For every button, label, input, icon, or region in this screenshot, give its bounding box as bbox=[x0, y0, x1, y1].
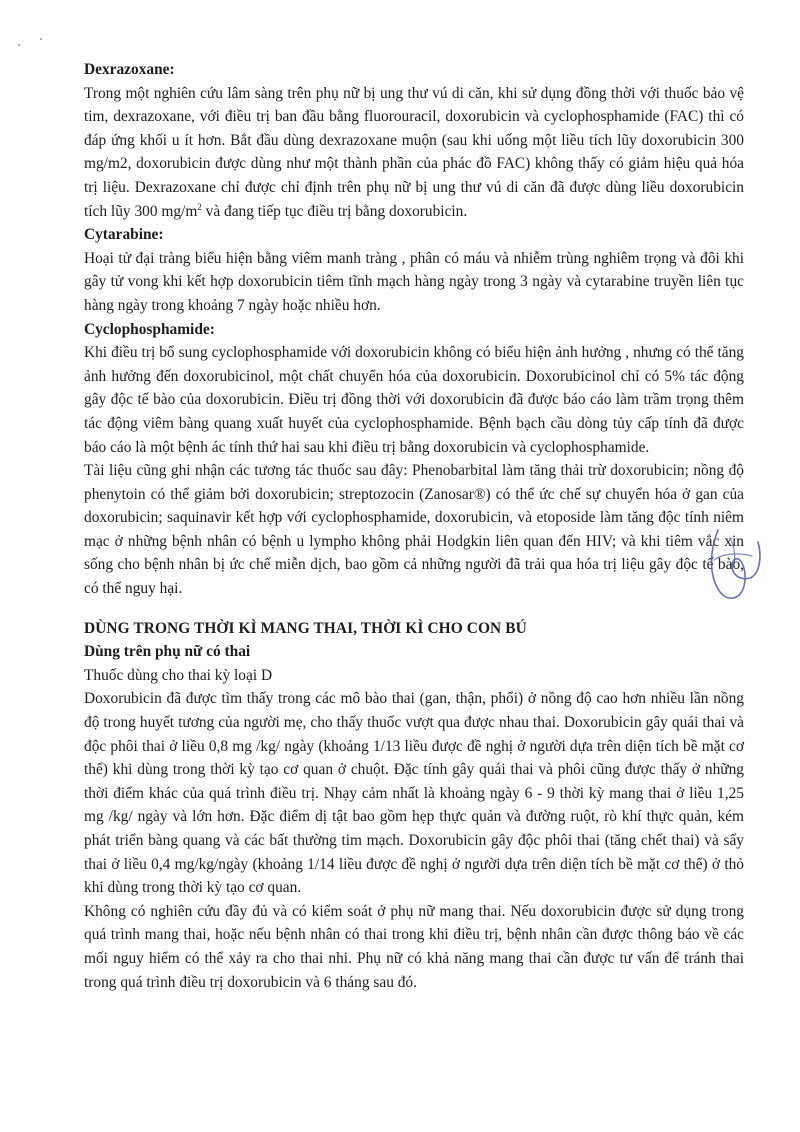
cytarabine-heading: Cytarabine: bbox=[84, 226, 164, 244]
dexrazoxane-text-main: Trong một nghiên cứu lâm sàng trên phụ nữ bị ung thư vú di căn, khi sử dụng đồng thời với thuốc bảo vệ tim, dexrazoxane, với điều trị ban đầu bằng fluorouracil, doxorubicin và cyclophosphamide (FAC) thì có đáp ứng khối u ít hơn. Bắt đầu dùng dexrazoxane muộn (sau khi uống một liều tích lũy doxorubicin 300 mg/m2, doxorubicin được dùng như một thành phần của phác đồ FAC) không thấy có giảm hiệu quả hóa trị liệu. Dexrazoxane chỉ được chỉ định trên phụ nữ bị ung thư vú di căn đã được dùng liều doxorubicin tích lũy 300 mg/m bbox=[84, 84, 744, 220]
pregnancy-paragraph-2: Không có nghiên cứu đầy đủ và có kiểm soát ở phụ nữ mang thai. Nếu doxorubicin được sử dụng trong quá trình mang thai, hoặc nếu bệnh nhân có thai trong khi điều trị, bệnh nhân cần được thông báo về các mối nguy hiểm có thể xảy ra cho thai nhi. Phụ nữ có khả năng mang thai cần được tư vấn để tránh thai trong quá trình điều trị doxorubicin và 6 tháng sau đó. bbox=[84, 902, 744, 991]
document-page bbox=[84, 58, 744, 994]
cytarabine-paragraph: Hoại tử đại tràng biểu hiện bằng viêm manh tràng , phân có máu và nhiễm trùng nghiêm trọng và đôi khi gây tử vong khi kết hợp doxorubicin tiêm tĩnh mạch hàng ngày trong 3 ngày và cytarabine truyền liên tục hàng ngày trong khoảng 7 ngày hoặc nhiều hơn. bbox=[84, 249, 744, 314]
pregnancy-section-title: DÙNG TRONG THỜI KÌ MANG THAI, THỜI KÌ CHO CON BÚ bbox=[84, 619, 527, 637]
scan-speck bbox=[18, 44, 20, 46]
pregnancy-paragraph-1: Doxorubicin đã được tìm thấy trong các mô bào thai (gan, thận, phổi) ở nồng độ cao hơn nhiều lần nồng độ trong huyết tương của người mẹ, cho thấy thuốc vượt qua được nhau thai. Doxorubicin gây quái thai và độc phôi thai ở liều 0,8 mg /kg/ ngày (khoảng 1/13 liều được đề nghị ở người dựa trên diện tích bề mặt cơ thể) khi dùng trong thời kỳ tạo cơ quan ở chuột. Đặc tính gây quái thai và phôi cũng được thấy ở những thời điểm khác của quá trình điều trị. Nhạy cảm nhất là khoảng ngày 6 - 9 thời kỳ mang thai ở liều 1,25 mg /kg/ ngày và lớn hơn. Đặc điểm dị tật bao gồm hẹp thực quản và đường ruột, rò khí thực quản, kém phát triển bàng quang và các bất thường tim mạch. Doxorubicin gây độc phôi thai (tăng chết thai) và sẩy thai ở liều 0,4 mg/kg/ngày (khoảng 1/14 liều được đề nghị ở người dựa trên diện tích bề mặt cơ thể) ở thỏ khi dùng trong thời kỳ tạo cơ quan. bbox=[84, 690, 744, 897]
scan-speck bbox=[40, 38, 42, 40]
pregnancy-category: Thuốc dùng cho thai kỳ loại D bbox=[84, 666, 273, 684]
dexrazoxane-paragraph bbox=[84, 82, 744, 224]
pregnancy-subtitle: Dùng trên phụ nữ có thai bbox=[84, 643, 251, 661]
superscript-2: 2 bbox=[197, 201, 202, 212]
drug-interactions-paragraph: Tài liệu cũng ghi nhận các tương tác thuốc sau đây: Phenobarbital làm tăng thải trừ doxorubicin; nồng độ phenytoin có thể giảm bởi doxorubicin; streptozocin (Zanosar®) có thể ức chế sự chuyển hóa ở gan của doxorubicin; saquinavir kết hợp với cyclophosphamide, doxorubicin, và etoposide làm tăng độc tính niêm mạc ở những bệnh nhân có bệnh u lympho không phải Hodgkin liên quan đến HIV; và khi tiêm vắc xin sống cho bệnh nhân bị ức chế miễn dịch, bao gồm cả những người đã trải qua hóa trị liệu gây độc tế bào, có thể nguy hại. bbox=[84, 462, 744, 598]
dexrazoxane-heading: Dexrazoxane: bbox=[84, 61, 175, 78]
cyclophosphamide-paragraph: Khi điều trị bổ sung cyclophosphamide với doxorubicin không có biểu hiện ảnh hưởng , nhưng có thể tăng ảnh hưởng đến doxorubicinol, một chất chuyển hóa của doxorubicin. Doxorubicinol chỉ có 5% tác động gây độc tế bào của doxorubicin. Điều trị đồng thời với doxorubicin đã được báo cáo làm trầm trọng thêm tác động viêm bàng quang xuất huyết của cyclophosphamide. Bệnh bạch cầu dòng tủy cấp tính đã được báo cáo là một bệnh ác tính thứ hai sau khi điều trị bằng doxorubicin và cyclophosphamide. bbox=[84, 344, 744, 456]
dexrazoxane-text-end: và đang tiếp tục điều trị bằng doxorubicin. bbox=[201, 202, 468, 220]
cyclophosphamide-heading: Cyclophosphamide: bbox=[84, 320, 215, 338]
